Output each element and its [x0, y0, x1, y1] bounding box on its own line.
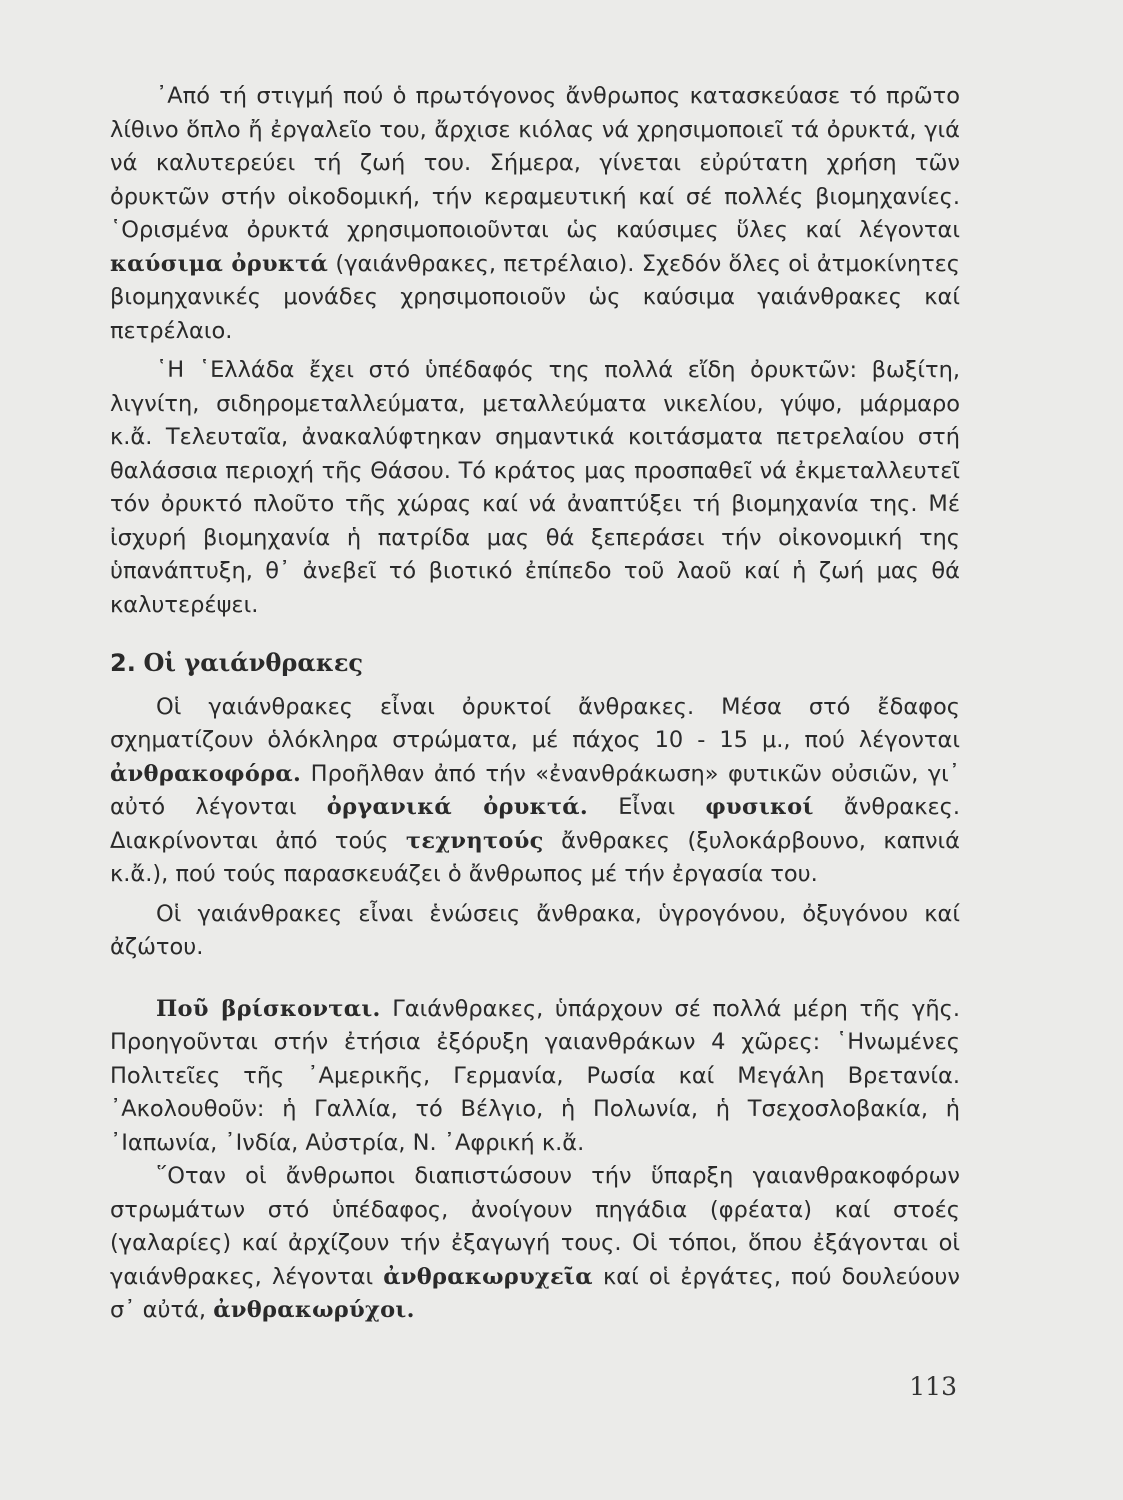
text-run: Εἶναι: [588, 794, 706, 820]
text-run: καί οἱ ἐργάτες, πού δουλεύουν σ᾿ αὐτά,: [110, 1263, 960, 1323]
term-natural: φυσικοί: [705, 794, 814, 820]
section-title: Οἱ γαιάνθρακες: [143, 648, 364, 677]
text-run: Προῆλθαν ἀπό τήν «ἐνανθράκωση» φυτικῶν οὐσιῶν, γι᾿ αὐτό λέγονται: [110, 760, 960, 820]
term-artificial: τεχνητούς: [405, 827, 544, 854]
term-coal-bearing: ἀνθρακοφόρα.: [110, 760, 302, 787]
text-run: ἄνθρακες (ξυλοκάρβουνο, καπνιά κ.ἄ.), πού τούς παρασκευάζει ὁ ἄνθρωπος μέ τήν ἐργασία του.: [110, 827, 960, 887]
text-run: Οἱ γαιάνθρακες εἶναι ὀρυκτοί ἄνθρακες. Μέσα στό ἔδαφος σχηματίζουν ὁλόκληρα στρώματα, μέ πάχος 10 - 15 μ., πού λέγονται: [110, 693, 960, 753]
run-in-heading-where-found: Ποῦ βρίσκονται.: [156, 995, 381, 1022]
page-number: 113: [909, 1372, 957, 1401]
intro-paragraph-2: ῾Η ῾Ελλάδα ἔχει στό ὑπέδαφός της πολλά εἴδη ὀρυκτῶν: βωξίτη, λιγνίτη, σιδηρομεταλλεύματα, μεταλλεύματα νικελίου, γύψο, μάρμαρο κ.ἄ. Τελευταῖα, ἀνακαλύφτηκαν σημαντικά κοιτάσματα πετρελαίου στή θαλάσσια περιοχή τῆς Θάσου. Τό κράτος μας προσπαθεῖ νά ἐκμεταλλευτεῖ τόν ὀρυκτό πλοῦτο τῆς χώρας καί νά ἀναπτύξει τή βιομηχανία της. Μέ ἰσχυρή βιομηχανία ἡ πατρίδα μας θά ξεπεράσει τήν οἰκονομική της ὑπανάπτυξη, θ᾿ ἀνεβεῖ τό βιοτικό ἐπίπεδο τοῦ λαοῦ καί ἡ ζωή μας θά καλυτερέψει.: [110, 357, 960, 618]
intro-paragraph-1: [110, 80, 960, 348]
page-body: [110, 80, 960, 1328]
text-run: (γαιάνθρακες, πετρέλαιο). Σχεδόν ὅλες οἱ ἀτμοκίνητες βιομηχανικές μονάδες χρησιμοποιοῦν ὡς καύσιμα γαιάνθρακες καί πετρέλαιο.: [110, 250, 960, 344]
text-run: Γαιάνθρακες, ὑπάρχουν σέ πολλά μέρη τῆς γῆς. Προηγοῦνται στήν ἐτήσια ἐξόρυξη γαιανθράκων 4 χῶρες: ῾Ηνωμένες Πολιτεῖες τῆς ᾿Αμερικῆς, Γερμανία, Ρωσία καί Μεγάλη Βρετανία. ᾿Ακολουθοῦν: ἡ Γαλλία, τό Βέλγιο, ἡ Πολωνία, ἡ Τσεχοσλοβακία, ἡ ᾿Ιαπωνία, ᾿Ινδία, Αὐστρία, Ν. ᾿Αφρική κ.ἄ.: [110, 995, 960, 1156]
section-number: 2.: [110, 649, 136, 677]
coal-paragraph-3: [110, 993, 960, 1161]
coal-paragraph-2: Οἱ γαιάνθρακες εἶναι ἑνώσεις ἄνθρακα, ὑγρογόνου, ὀξυγόνου καί ἀζώτου.: [110, 900, 960, 960]
text-run: ᾿Από τή στιγμή πού ὁ πρωτόγονος ἄνθρωπος κατασκεύασε τό πρῶτο λίθινο ὅπλο ἤ ἐργαλεῖο του, ἄρχισε κιόλας νά χρησιμοποιεῖ τά ὀρυκτά, γιά νά καλυτερεύει τή ζωή του. Σήμερα, γίνεται εὐρύτατη χρήση τῶν ὀρυκτῶν στήν οἰκοδομική, τήν κεραμευτική καί σέ πολλές βιομηχανίες. ῾Ορισμένα ὀρυκτά χρησιμοποιοῦνται ὡς καύσιμες ὕλες καί λέγονται: [110, 83, 960, 243]
coal-paragraph-1: [110, 691, 960, 892]
coal-paragraph-4: [110, 1160, 960, 1328]
text-run: ῞Οταν οἱ ἄνθρωποι διαπιστώσουν τήν ὕπαρξη γαιανθρακοφόρων στρωμάτων στό ὑπέδαφος, ἀνοίγουν πηγάδια (φρέατα) καί στοές (γαλαρίες) καί ἀρχίζουν τήν ἐξαγωγή τους. Οἱ τόποι, ὅπου ἐξάγονται οἱ γαιάνθρακες, λέγονται: [110, 1163, 960, 1290]
term-fuel-minerals: καύσιμα ὀρυκτά: [110, 250, 329, 277]
text-run: ἄνθρακες. Διακρίνονται ἀπό τούς: [110, 794, 960, 854]
term-coal-mines: ἀνθρακωρυχεῖα: [383, 1263, 593, 1290]
term-coal-miners: ἀνθρακωρύχοι.: [213, 1297, 415, 1323]
section-heading: [110, 646, 960, 681]
term-organic-minerals: ὀργανικά ὀρυκτά.: [326, 794, 589, 820]
